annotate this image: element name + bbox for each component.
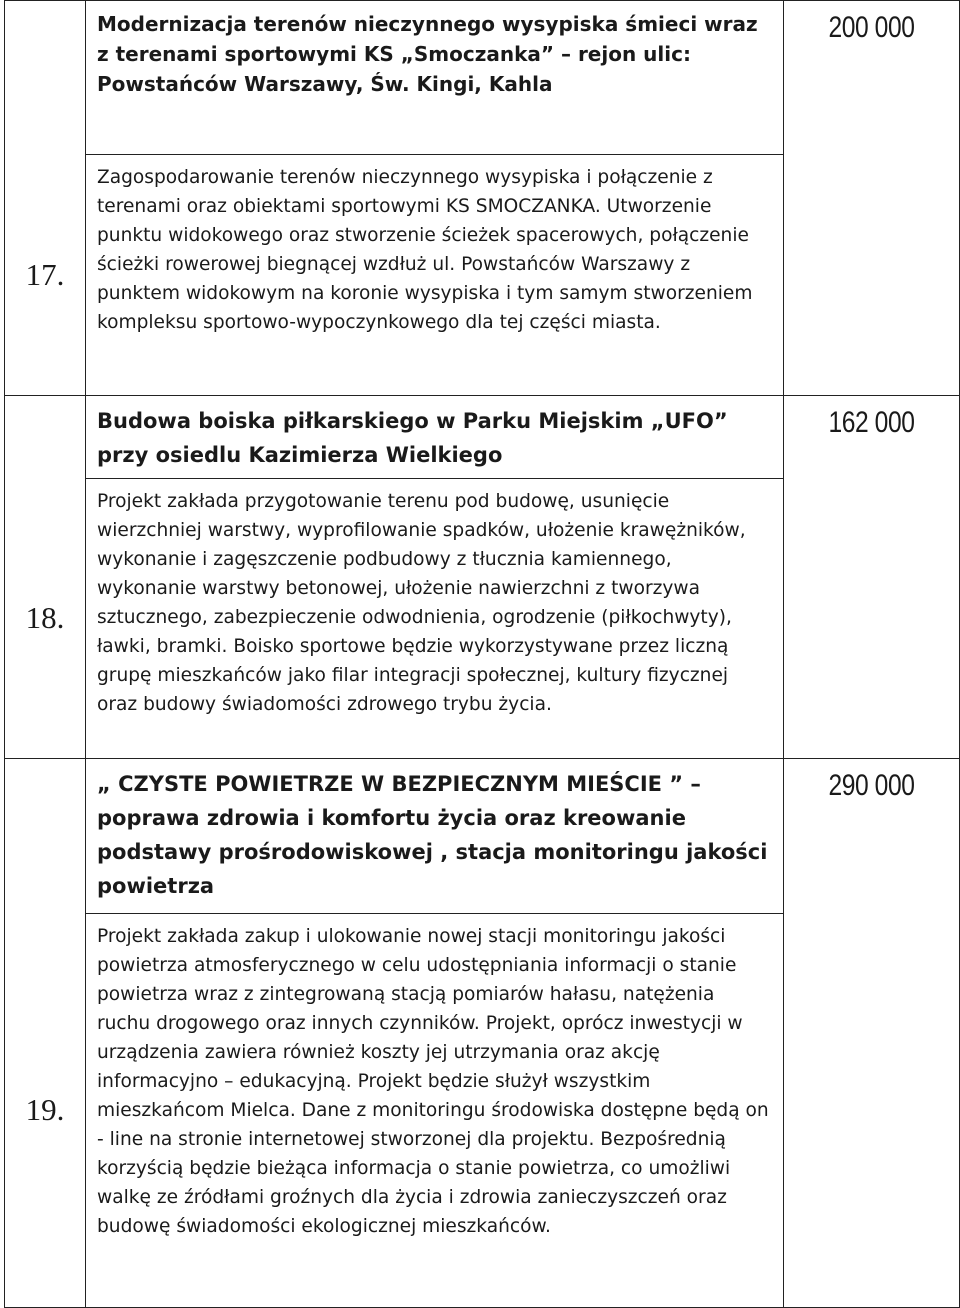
project-amount: 200 000 (828, 11, 915, 44)
project-title: Budowa boiska piłkarskiego w Parku Miejskim „UFO” przy osiedlu Kazimierza Wielkiego (97, 409, 728, 467)
project-description-cell (86, 479, 784, 759)
project-amount: 162 000 (828, 406, 915, 439)
amount-cell (784, 1, 960, 155)
project-title: „ CZYSTE POWIETRZE W BEZPIECZNYM MIEŚCIE ” – poprawa zdrowia i komfortu życia oraz kreowanie podstawy prośrodowiskowej , stacja monitoringu jakości powietrza (97, 772, 768, 898)
project-title: Modernizacja terenów nieczynnego wysypiska śmieci wraz z terenami sportowymi KS „Smoczanka” – rejon ulic: Powstańców Warszawy, Św. Kingi, Kahla (97, 12, 758, 96)
project-title-cell (86, 759, 784, 914)
row-number-cell (5, 479, 86, 759)
project-description: Projekt zakłada zakup i ulokowanie nowej stacji monitoringu jakości powietrza atmosferycznego w celu udostępniania informacji o stanie powietrza wraz z zintegrowaną stacją pomiarów hałasu, natężenia ruchu drogowego oraz innych czynników. Projekt, oprócz inwestycji w urządzenia zawiera również koszty jej utrzymania oraz akcję informacyjno – edukacyjną. Projekt będzie służył wszystkim mieszkańcom Mielca. Dane z monitoringu środowiska dostępne będą on - line na stronie internetowej stworzonej dla projektu. Bezpośrednią korzyścią będzie bieżąca informacja o stanie powietrza, co umożliwi walkę ze źródłami groźnych dla życia i zdrowia zanieczyszczeń oraz budowę świadomości ekologicznej mieszkańców. (97, 926, 769, 1237)
amount-cell (784, 759, 960, 914)
project-description: Projekt zakłada przygotowanie terenu pod budowę, usunięcie wierzchniej warstwy, wyprofilowanie spadków, ułożenie krawężników, wykonanie i zagęszczenie podbudowy z tłucznia kamiennego, wykonanie warstwy betonowej, ułożenie nawierzchni z tworzywa sztucznego, zabezpieczenie odwodnienia, ogrodzenie (piłkochwyty), ławki, bramki. Boisko sportowe będzie wykorzystywane przez liczną grupę mieszkańców jako filar integracji społecznej, kultury fizycznej oraz budowy świadomości zdrowego trybu życia. (97, 491, 746, 715)
table-row (5, 479, 960, 759)
amount-cell (784, 479, 960, 759)
project-description: Zagospodarowanie terenów nieczynnego wysypiska i połączenie z terenami oraz obiektami sportowymi KS SMOCZANKA. Utworzenie punktu widokowego oraz stworzenie ścieżek spacerowych, połączenie ścieżki rowerowej biegnącej wzdłuż ul. Powstańców Warszawy z punktem widokowym na koronie wysypiska i tym samym stworzeniem kompleksu sportowo-wypoczynkowego dla tej części miasta. (97, 167, 753, 333)
project-description-cell (86, 914, 784, 1308)
project-table (4, 0, 960, 1308)
table-row (5, 914, 960, 1308)
row-number-cell (5, 155, 86, 396)
row-number: 19. (25, 1092, 65, 1128)
amount-cell (784, 396, 960, 479)
table-row (5, 1, 960, 155)
project-amount: 290 000 (828, 769, 915, 802)
row-number: 17. (25, 256, 65, 292)
table-row (5, 396, 960, 479)
project-description-cell (86, 155, 784, 396)
project-title-cell (86, 1, 784, 155)
row-number-cell (5, 396, 86, 479)
row-number-cell (5, 759, 86, 914)
amount-cell (784, 155, 960, 396)
amount-cell (784, 914, 960, 1308)
table-row (5, 155, 960, 396)
row-number: 18. (25, 600, 65, 636)
row-number-cell (5, 1, 86, 155)
row-number-cell (5, 914, 86, 1308)
project-title-cell (86, 396, 784, 479)
table-row (5, 759, 960, 914)
